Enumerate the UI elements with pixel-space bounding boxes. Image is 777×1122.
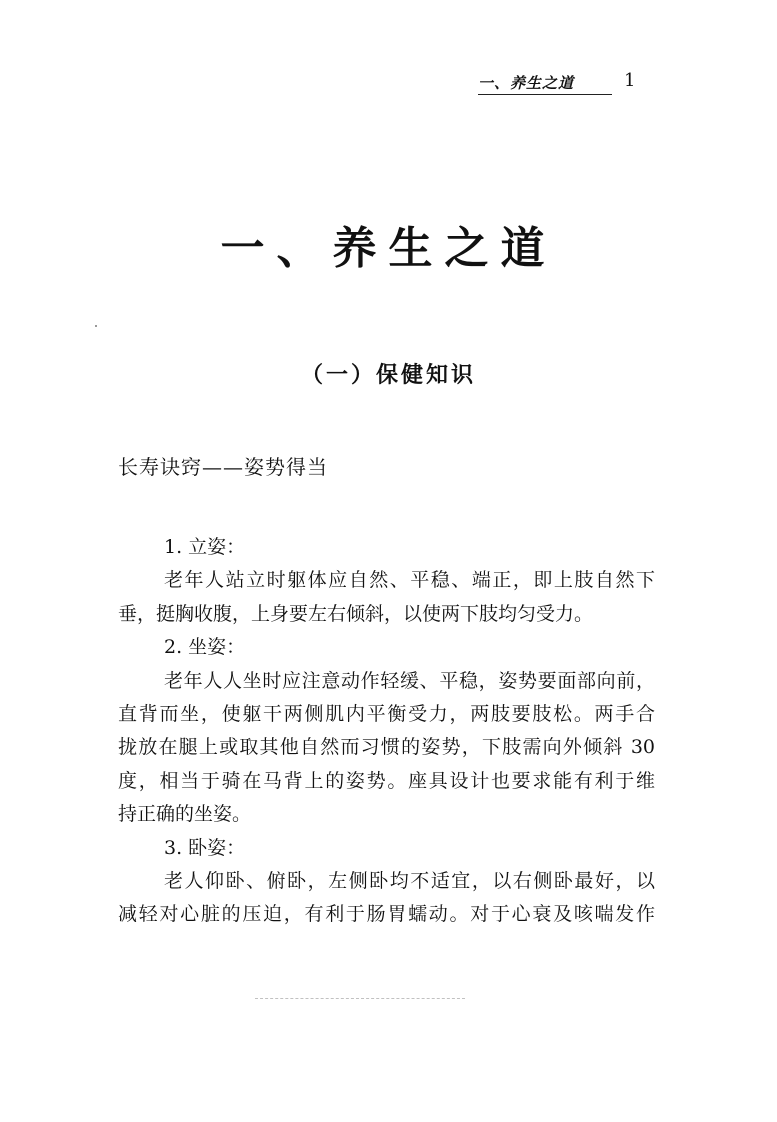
header-rule: [478, 94, 612, 95]
chapter-title: 一、养生之道: [220, 223, 557, 274]
paragraph-line: 拢放在腿上或取其他自然而习惯的姿势，下肢需向外倾斜 30: [118, 736, 655, 759]
item-label: 3. 卧姿：: [164, 836, 246, 859]
section-title: （一）保健知识: [300, 362, 476, 388]
scan-artifact: [255, 998, 465, 999]
body-text: [118, 531, 655, 932]
paragraph-line: 老人仰卧、俯卧，左侧卧均不适宜，以右侧卧最好，以: [164, 870, 655, 893]
item-label: 2. 坐姿：: [164, 636, 246, 659]
paragraph-line: 垂，挺胸收腹，上身要左右倾斜，以使两下肢均匀受力。: [118, 602, 594, 625]
topic-title: 长寿诀窍——姿势得当: [118, 455, 328, 479]
paragraph-line: 直背而坐，使躯干两侧肌内平衡受力，两肢要肢松。两手合: [118, 703, 655, 726]
scan-speck: [95, 325, 97, 327]
paragraph-line: 减轻对心脏的压迫，有利于肠胃蠕动。对于心衰及咳喘发作: [118, 903, 655, 926]
paragraph-line: 持正确的坐姿。: [118, 803, 252, 826]
paragraph-line: 度，相当于骑在马背上的姿势。座具设计也要求能有利于维: [118, 769, 655, 792]
page-number: 1: [624, 70, 636, 91]
paragraph-line: 老年人站立时躯体应自然、平稳、端正，即上肢自然下: [164, 569, 655, 592]
running-head-title: 一、养生之道: [478, 74, 575, 92]
running-head: [478, 70, 648, 96]
paragraph-line: 老年人人坐时应注意动作轻缓、平稳，姿势要面部向前，: [164, 669, 655, 692]
item-label: 1. 立姿：: [164, 536, 246, 558]
